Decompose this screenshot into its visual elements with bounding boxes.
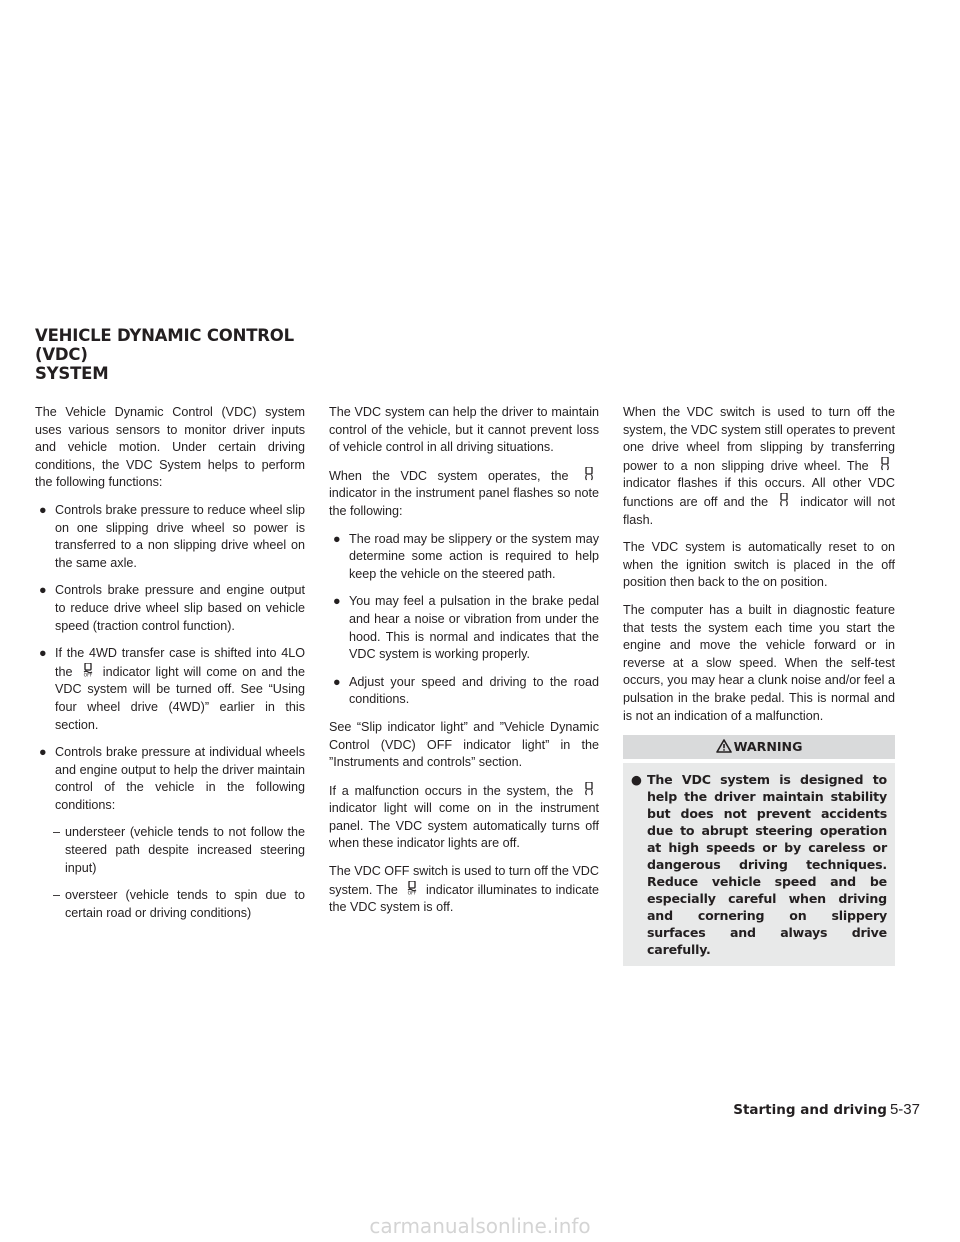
warning-text: The VDC system is designed to help the driver maintain stability but does not prevent accidents due to abrupt steering operation at high speeds or by careless or dangerous driving techniques. Reduce vehicle speed and be especially careful when driving and cornering on slippery surfaces and always drive carefully. xyxy=(647,772,887,958)
warning-title: WARNING xyxy=(733,739,803,755)
warning-body xyxy=(623,763,895,966)
bullet-icon: ● xyxy=(39,583,47,598)
paragraph: The computer has a built in diagnostic feature that tests the system each time you start the engine and move the vehicle forward or in reverse at a slow speed. When the self-test occurs, you may hear a clunk noise and/or feel a pulsation in the brake pedal. This is normal and is not an indication of a malfunction. xyxy=(623,602,895,723)
svg-text:OFF: OFF xyxy=(83,673,92,677)
vdc-off-indicator-icon xyxy=(78,663,98,677)
paragraph: The VDC system can help the driver to maintain control of the vehicle, but it cannot prevent loss of vehicle control in all driving situations. xyxy=(329,405,599,455)
list-item xyxy=(35,582,305,635)
page-number: 5-37 xyxy=(889,1101,920,1118)
paragraph: If a malfunction occurs in the system, the indicator light will come on in the instrument panel. The VDC system automatically turns off when these indicator lights are off. xyxy=(329,783,599,851)
column-1 xyxy=(35,404,305,932)
slip-indicator-icon xyxy=(579,467,599,481)
list-item xyxy=(35,645,305,734)
bullet-icon: ● xyxy=(39,745,47,760)
column-3 xyxy=(623,404,895,966)
section-heading xyxy=(35,326,335,383)
bullet-icon: ● xyxy=(39,646,47,661)
list-item-text: Controls brake pressure and engine output to reduce drive wheel slip based on vehicle speed (traction control function). xyxy=(55,583,305,633)
sub-list-item: – understeer (vehicle tends to not follow the steered path despite increased steering input) xyxy=(53,825,305,875)
sub-list-item-text: understeer (vehicle tends to not follow the steered path despite increased steering input) xyxy=(65,825,305,875)
paragraph: The VDC OFF switch is used to turn off the VDC system. The OFF indicator illuminates to indicate the VDC system is off. xyxy=(329,864,600,915)
heading-line-2: SYSTEM xyxy=(35,364,109,383)
slip-indicator-icon xyxy=(774,493,794,507)
list-item-text: Adjust your speed and driving to the road conditions. xyxy=(349,674,599,707)
sub-list-item-text: oversteer (vehicle tends to spin due to certain road or driving conditions) xyxy=(65,888,305,920)
list-item-text: Controls brake pressure to reduce wheel slip on one slipping drive wheel so power is transferred to a non slipping drive wheel on the same axle. xyxy=(55,502,305,570)
paragraph: When the VDC system operates, the indicator in the instrument panel flashes so note the following: xyxy=(329,468,599,518)
list-item xyxy=(329,674,599,709)
bullet-icon: ● xyxy=(333,594,341,609)
list-item-text: You may feel a pulsation in the brake pedal and hear a noise or vibration from under the hood. This is normal and indicates that the VDC system is working properly. xyxy=(349,594,599,662)
list-item xyxy=(35,744,305,814)
svg-text:OFF: OFF xyxy=(407,891,417,895)
vdc-off-indicator-icon xyxy=(402,881,422,895)
intro-paragraph: The Vehicle Dynamic Control (VDC) system uses various sensors to monitor driver inputs and vehicle motion. Under certain driving conditions, the VDC System helps to perform the following functions: xyxy=(35,405,305,490)
footer-section-name: Starting and driving xyxy=(733,1102,887,1118)
bullet-icon: ● xyxy=(631,772,642,788)
paragraph: See “Slip indicator light” and ”Vehicle Dynamic Control (VDC) OFF indicator light” in the ”Instruments and controls” section. xyxy=(329,719,599,770)
list-item xyxy=(329,593,599,663)
slip-indicator-icon xyxy=(875,457,895,471)
list-item-text: The road may be slippery or the system may determine some action is required to help keep the vehicle on the steered path. xyxy=(349,531,599,581)
watermark: carmanualsonline.info xyxy=(369,1214,591,1238)
list-item xyxy=(35,502,305,572)
list-item xyxy=(329,531,599,584)
list-item-text: Controls brake pressure at individual wheels and engine output to help the driver maintain control of the vehicle in the following conditions: xyxy=(55,745,305,812)
list-item-text: If the 4WD transfer case is shifted into 4LO the xyxy=(55,646,305,679)
bullet-icon: ● xyxy=(333,531,341,546)
sub-list-item: – oversteer (vehicle tends to spin due to certain road or driving conditions) xyxy=(53,888,305,920)
page-footer xyxy=(733,1101,920,1119)
paragraph: The VDC system is automatically reset to on when the ignition switch is placed in the off position then back to the on position. xyxy=(623,540,895,590)
heading-line-1: VEHICLE DYNAMIC CONTROL (VDC) xyxy=(35,326,294,364)
bullet-icon: ● xyxy=(333,674,341,689)
column-2 xyxy=(329,404,599,927)
paragraph: When the VDC switch is used to turn off the system, the VDC system still operates to prevent one drive wheel from slipping by transferring power to a non slipping drive wheel. The indicator flashes if this occurs. All other VDC functions are off and the indicator will not flash. xyxy=(623,405,895,527)
warning-header xyxy=(623,735,895,759)
list-item-text: indicator light will come on and the VDC system will be turned off. See “Using four wheel drive (4WD)” earlier in this section. xyxy=(55,664,306,732)
slip-indicator-icon xyxy=(579,782,599,796)
bullet-icon: ● xyxy=(39,502,47,517)
warning-triangle-icon xyxy=(716,737,732,751)
